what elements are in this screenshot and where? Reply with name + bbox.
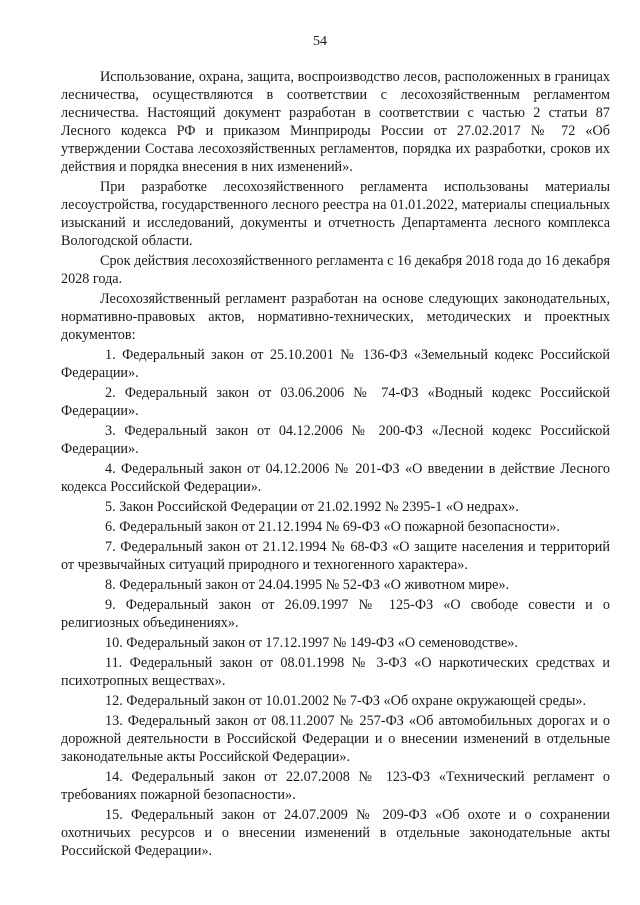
law-item-11: 11. Федеральный закон от 08.01.1998 № 3-ФЗ «О наркотических средствах и психотропных веществах».	[61, 655, 610, 689]
law-item-15: 15. Федеральный закон от 24.07.2009 № 209-ФЗ «Об охоте и о сохранении охотничьих ресурсов и о внесении изменений в отдельные законодательные акты Российской Федерации».	[61, 807, 610, 859]
law-item-4: 4. Федеральный закон от 04.12.2006 № 201-ФЗ «О введении в действие Лесного кодекса Российской Федерации».	[61, 461, 610, 495]
law-item-10: 10. Федеральный закон от 17.12.1997 № 149-ФЗ «О семеноводстве».	[105, 635, 518, 651]
laws-list	[61, 346, 610, 860]
law-item-12: 12. Федеральный закон от 10.01.2002 № 7-ФЗ «Об охране окружающей среды».	[105, 693, 587, 709]
law-item-9: 9. Федеральный закон от 26.09.1997 № 125-ФЗ «О свободе совести и о религиозных объединениях».	[61, 597, 610, 631]
document-body	[61, 68, 610, 862]
law-item-6: 6. Федеральный закон от 21.12.1994 № 69-ФЗ «О пожарной безопасности».	[105, 519, 560, 535]
intro-paragraph-2: При разработке лесохозяйственного регламента использованы материалы лесоустройства, государственного лесного реестра на 01.01.2022, материалы специальных изысканий и исследований, документы и отчетность Департамента лесного комплекса Вологодской области.	[61, 179, 610, 249]
law-item-1: 1. Федеральный закон от 25.10.2001 № 136-ФЗ «Земельный кодекс Российской Федерации».	[61, 347, 610, 381]
law-item-3: 3. Федеральный закон от 04.12.2006 № 200-ФЗ «Лесной кодекс Российской Федерации».	[61, 423, 610, 457]
intro-paragraph-3: Срок действия лесохозяйственного регламента с 16 декабря 2018 года до 16 декабря 2028 года.	[61, 253, 610, 287]
page-number: 54	[313, 34, 327, 49]
intro-paragraph-1: Использование, охрана, защита, воспроизводство лесов, расположенных в границах лесничества, осуществляются в соответствии с лесохозяйственным регламентом лесничества. Настоящий документ разработан в соответствии с частью 2 статьи 87 Лесного кодекса РФ и приказом Минприроды России от 27.02.2017 № 72 «Об утверждении Состава лесохозяйственных регламентов, порядка их разработки, сроков их действия и порядка внесения в них изменений».	[61, 69, 610, 175]
law-item-14: 14. Федеральный закон от 22.07.2008 № 123-ФЗ «Технический регламент о требованиях пожарной безопасности».	[61, 769, 610, 803]
intro-paragraph-4: Лесохозяйственный регламент разработан на основе следующих законодательных, нормативно-правовых актов, нормативно-технических, методических и проектных документов:	[61, 291, 610, 343]
law-item-8: 8. Федеральный закон от 24.04.1995 № 52-ФЗ «О животном мире».	[105, 577, 510, 593]
law-item-13: 13. Федеральный закон от 08.11.2007 № 257-ФЗ «Об автомобильных дорогах и о дорожной деятельности в Российской Федерации и о внесении изменений в отдельные законодательные акты Российской Федерации».	[61, 713, 610, 765]
law-item-7: 7. Федеральный закон от 21.12.1994 № 68-ФЗ «О защите населения и территорий от чрезвычайных ситуаций природного и техногенного характера».	[61, 539, 610, 573]
law-item-2: 2. Федеральный закон от 03.06.2006 № 74-ФЗ «Водный кодекс Российской Федерации».	[61, 385, 610, 419]
law-item-5: 5. Закон Российской Федерации от 21.02.1992 № 2395-1 «О недрах».	[105, 499, 519, 515]
